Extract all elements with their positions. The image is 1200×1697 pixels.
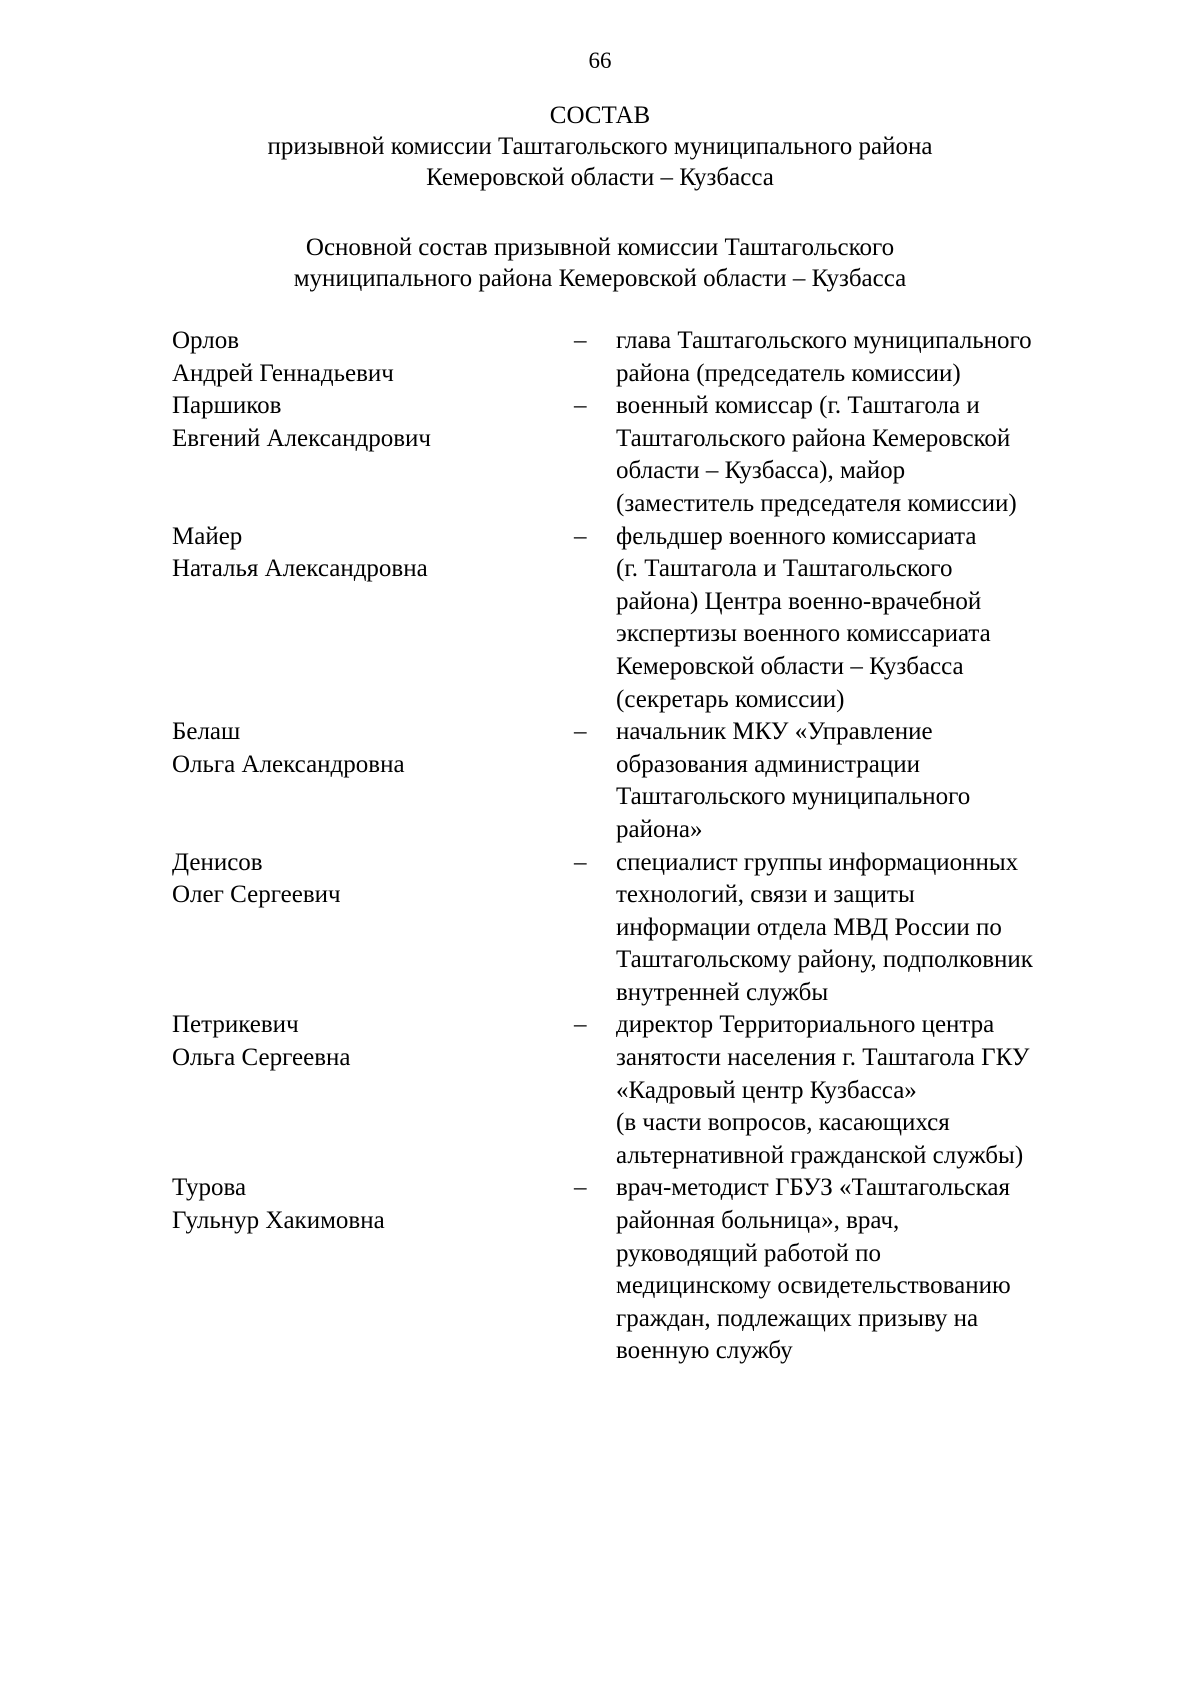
member-role-line: альтернативной гражданской службы) [616,1141,1024,1169]
member-role-line: образования администрации [616,750,920,778]
member-role-line: граждан, подлежащих призыву на [616,1304,979,1332]
member-role-line: района» [616,815,703,843]
member-role [616,1009,1116,1172]
member-dash: – [574,1174,587,1202]
member-name [172,325,552,390]
page-number: 66 [588,48,612,73]
member-row [0,716,1200,846]
document-title-line-2: призывной комиссии Таштагольского муниципального района [267,133,933,160]
member-dash: – [574,392,587,420]
member-role-line: «Кадровый центр Кузбасса» [616,1076,917,1104]
member-role-line: районная больница», врач, [616,1207,900,1235]
member-role-line: специалист группы информационных [616,848,1019,876]
member-dash: – [574,1011,587,1039]
member-dash: – [574,848,587,876]
member-name [172,847,552,912]
member-role-line: (г. Таштагола и Таштагольского [616,555,953,583]
member-role-line: внутренней службы [616,978,829,1006]
member-row [0,1009,1200,1172]
member-role-line: экспертизы военного комиссариата [616,620,991,648]
member-role-line: глава Таштагольского муниципального [616,327,1032,354]
members-list [0,325,1200,1368]
member-role-line: врач-методист ГБУЗ «Таштагольская [616,1174,1010,1202]
document-heading [100,100,1100,193]
member-role-line: (в части вопросов, касающихся [616,1109,950,1137]
member-given-names: Андрей Геннадьевич [172,359,394,387]
member-row [0,390,1200,520]
member-surname: Петрикевич [172,1011,299,1039]
member-role [616,390,1116,520]
member-given-names: Гульнур Хакимовна [172,1207,385,1235]
member-role-line: военную службу [616,1337,793,1365]
section-heading-line-2: муниципального района Кемеровской области – Кузбасса [293,265,907,292]
member-given-names: Олег Сергеевич [172,881,341,909]
member-role-line: Таштагольского района Кемеровской [616,424,1011,452]
member-given-names: Наталья Александровна [172,555,428,583]
member-given-names: Ольга Александровна [172,750,405,778]
member-surname: Паршиков [172,392,282,420]
member-role [616,716,1116,846]
section-heading-line-1: Основной состав призывной комиссии Таштагольского [305,234,895,261]
member-name [172,521,552,586]
member-role-line: технологий, связи и защиты [616,881,915,909]
member-dash: – [574,327,587,354]
member-role [616,521,1116,717]
member-role-line: фельдшер военного комиссариата [616,522,977,550]
member-dash: – [574,718,587,746]
member-surname: Турова [172,1174,247,1202]
member-row [0,521,1200,717]
member-row [0,325,1200,390]
member-name [172,390,552,455]
member-name [172,716,552,781]
member-role [616,1172,1116,1368]
member-role-line: Таштагольскому району, подполковник [616,946,1033,974]
member-role-line: военный комиссар (г. Таштагола и [616,392,980,420]
member-surname: Майер [172,522,243,550]
document-title: СОСТАВ [549,102,651,129]
member-name [172,1009,552,1074]
member-row [0,1172,1200,1368]
member-given-names: Евгений Александрович [172,424,431,452]
member-name [172,1172,552,1237]
member-role [616,847,1116,1010]
document-title-line-3: Кемеровской области – Кузбасса [426,164,774,191]
member-role-line: директор Территориального центра [616,1011,995,1039]
member-row [0,847,1200,1010]
member-surname: Денисов [172,848,263,876]
member-role-line: занятости населения г. Таштагола ГКУ [616,1044,1030,1072]
member-dash: – [574,522,587,550]
member-role-line: (секретарь комиссии) [616,685,845,713]
member-role-line: Таштагольского муниципального [616,783,971,811]
member-given-names: Ольга Сергеевна [172,1044,351,1072]
member-role-line: медицинскому освидетельствованию [616,1272,1011,1300]
member-role-line: области – Кузбасса), майор [616,457,906,485]
member-role-line: руководящий работой по [616,1239,882,1267]
member-surname: Белаш [172,718,241,746]
member-role-line: информации отдела МВД России по [616,913,1002,941]
member-role-line: района (председатель комиссии) [616,359,961,387]
member-role [616,325,1116,390]
member-surname: Орлов [172,327,240,354]
section-heading [100,232,1100,294]
member-role-line: района) Центра военно-врачебной [616,587,982,615]
member-role-line: (заместитель председателя комиссии) [616,489,1017,517]
member-role-line: начальник МКУ «Управление [616,718,933,746]
member-role-line: Кемеровской области – Кузбасса [616,652,964,680]
